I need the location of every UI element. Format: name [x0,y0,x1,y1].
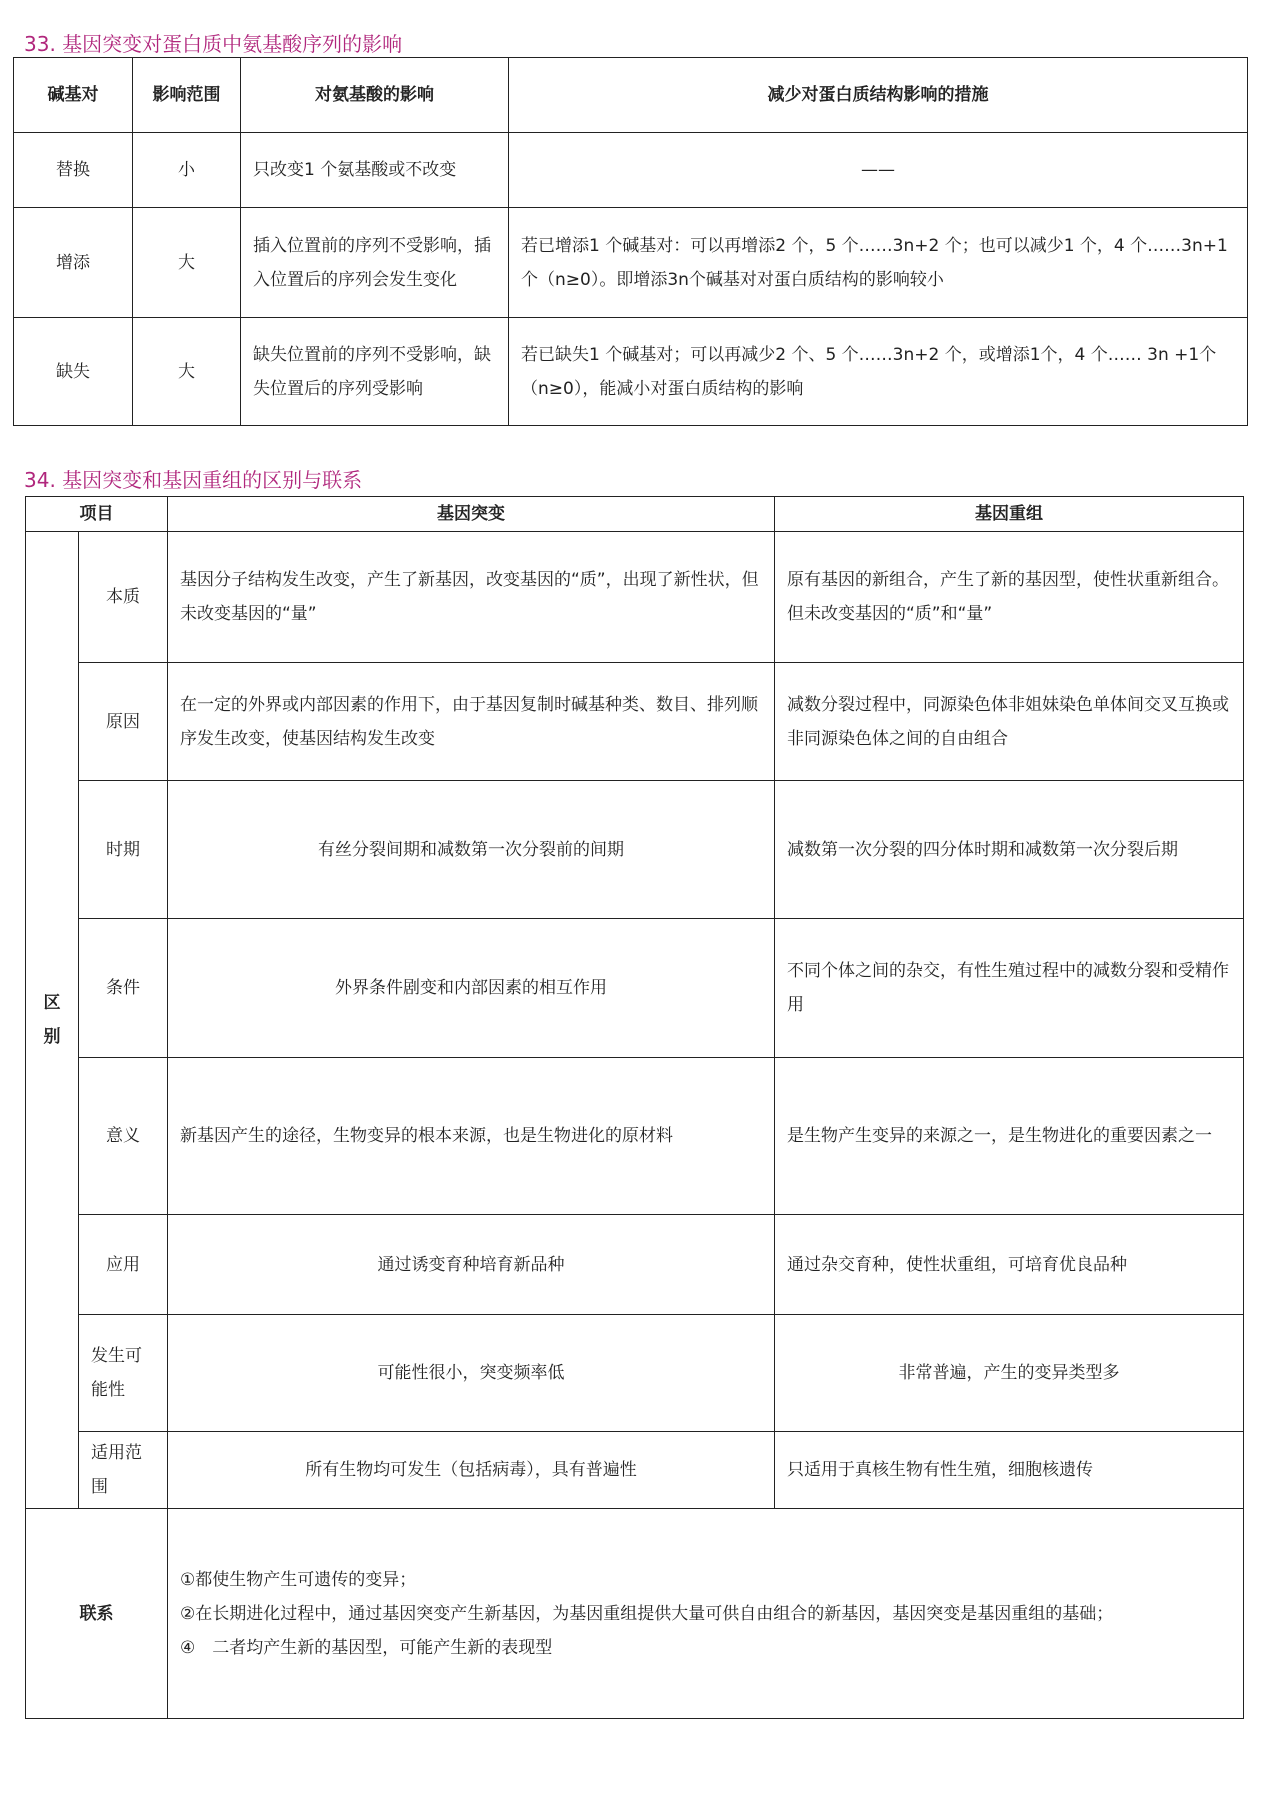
relation-row [26,1509,1244,1719]
recombination-cell: 原有基因的新组合，产生了新的基因型，使性状重新组合。但未改变基因的“质”和“量” [775,532,1244,663]
mutation-vs-recombination-table [25,496,1244,1719]
relation-label: 联系 [26,1509,168,1719]
type-cell: 缺失 [14,318,133,426]
recombination-cell: 不同个体之间的杂交，有性生殖过程中的减数分裂和受精作用 [775,919,1244,1058]
header-cell: 影响范围 [133,58,241,133]
measure-cell: 若已增添1 个碱基对：可以再增添2 个，5 个……3n+2 个；也可以减少1 个，4 个……3n+1个（n≥0）。即增添3n个碱基对对蛋白质结构的影响较小 [509,208,1248,318]
recombination-cell: 只适用于真核生物有性生殖，细胞核遗传 [775,1432,1244,1509]
item-cell: 时期 [79,781,168,919]
mutation-cell: 可能性很小，突变频率低 [168,1315,775,1432]
item-cell: 适用范围 [79,1432,168,1509]
item-cell: 本质 [79,532,168,663]
header-cell: 对氨基酸的影响 [241,58,509,133]
header-cell: 项目 [26,497,168,532]
recombination-cell: 通过杂交育种，使性状重组，可培育优良品种 [775,1215,1244,1315]
difference-label [26,532,79,1509]
measure-cell: 若已缺失1 个碱基对；可以再减少2 个、5 个……3n+2 个，或增添1个，4 个…… 3n +1个（n≥0），能减小对蛋白质结构的影响 [509,318,1248,426]
item-cell: 发生可能性 [79,1315,168,1432]
item-cell: 原因 [79,663,168,781]
relation-item: ④ 二者均产生新的基因型，可能产生新的表现型 [180,1637,553,1658]
header-cell: 减少对蛋白质结构影响的措施 [509,58,1248,133]
scope-cell: 大 [133,208,241,318]
effect-cell: 缺失位置前的序列不受影响，缺失位置后的序列受影响 [241,318,509,426]
recombination-cell: 减数分裂过程中，同源染色体非姐妹染色单体间交叉互换或非同源染色体之间的自由组合 [775,663,1244,781]
measure-cell: —— [509,133,1248,208]
mutation-cell: 新基因产生的途径，生物变异的根本来源，也是生物进化的原材料 [168,1058,775,1215]
scope-cell: 小 [133,133,241,208]
table-row [26,663,1244,781]
recombination-cell: 减数第一次分裂的四分体时期和减数第一次分裂后期 [775,781,1244,919]
effect-cell: 只改变1 个氨基酸或不改变 [241,133,509,208]
table-row [26,532,1244,663]
section-33-title: 33. 基因突变对蛋白质中氨基酸序列的影响 [24,32,403,56]
mutation-cell: 通过诱变育种培育新品种 [168,1215,775,1315]
header-cell: 碱基对 [14,58,133,133]
mutation-effect-table [13,57,1248,426]
table-row [26,1315,1244,1432]
relation-item: ②在长期进化过程中，通过基因突变产生新基因，为基因重组提供大量可供自由组合的新基因，基因突变是基因重组的基础； [180,1603,1114,1624]
table-row [26,1215,1244,1315]
item-cell: 应用 [79,1215,168,1315]
recombination-cell: 是生物产生变异的来源之一，是生物进化的重要因素之一 [775,1058,1244,1215]
relation-item: ①都使生物产生可遗传的变异； [180,1569,417,1590]
item-cell: 条件 [79,919,168,1058]
table-row [26,919,1244,1058]
mutation-cell: 有丝分裂间期和减数第一次分裂前的间期 [168,781,775,919]
header-cell: 基因重组 [775,497,1244,532]
mutation-cell: 基因分子结构发生改变，产生了新基因，改变基因的“质”，出现了新性状，但未改变基因的“量” [168,532,775,663]
table-row [26,781,1244,919]
table-row [26,1432,1244,1509]
table-row [14,133,1248,208]
section-34-title: 34. 基因突变和基因重组的区别与联系 [24,468,363,492]
mutation-cell: 所有生物均可发生（包括病毒），具有普遍性 [168,1432,775,1509]
type-cell: 增添 [14,208,133,318]
table-row [14,208,1248,318]
scope-cell: 大 [133,318,241,426]
mutation-cell: 在一定的外界或内部因素的作用下，由于基因复制时碱基种类、数目、排列顺序发生改变，使基因结构发生改变 [168,663,775,781]
header-cell: 基因突变 [168,497,775,532]
table-header-row [26,497,1244,532]
difference-label-text: 区别 [43,993,61,1047]
item-cell: 意义 [79,1058,168,1215]
table-row [26,1058,1244,1215]
relation-cell [168,1509,1244,1719]
table-header-row [14,58,1248,133]
table-row [14,318,1248,426]
recombination-cell: 非常普遍，产生的变异类型多 [775,1315,1244,1432]
effect-cell: 插入位置前的序列不受影响，插入位置后的序列会发生变化 [241,208,509,318]
mutation-cell: 外界条件剧变和内部因素的相互作用 [168,919,775,1058]
type-cell: 替换 [14,133,133,208]
